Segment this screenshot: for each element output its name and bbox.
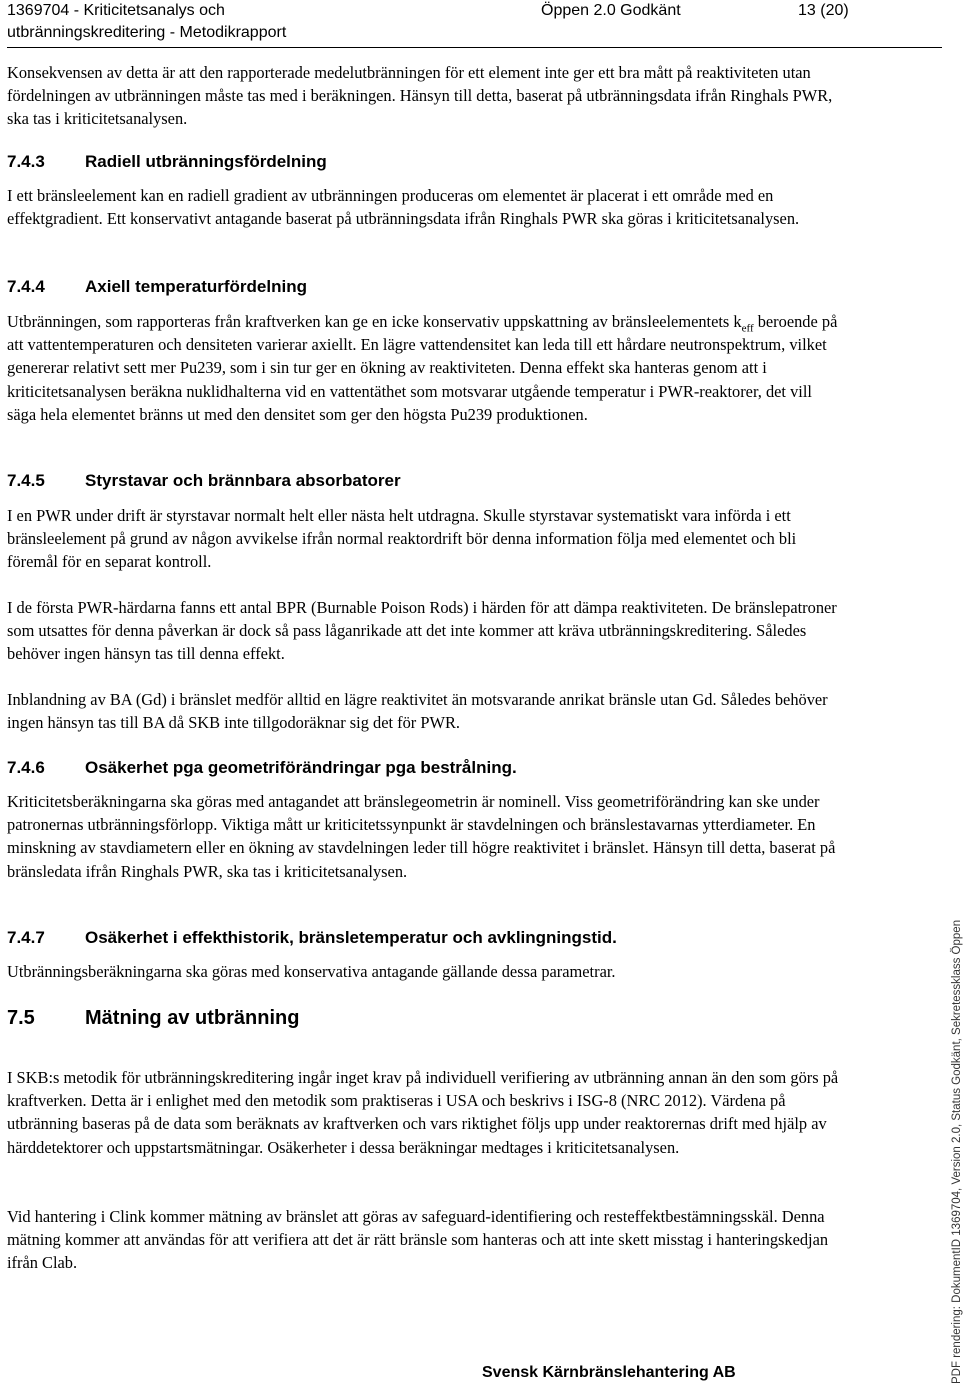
- heading-title: Mätning av utbränning: [85, 1007, 300, 1029]
- heading-7-4-6: [7, 757, 517, 779]
- footer-company: Svensk Kärnbränslehantering AB: [482, 1364, 736, 1381]
- heading-title: Axiell temperaturfördelning: [85, 277, 307, 296]
- intro-paragraph: Konsekvensen av detta är att den rapporterade medelutbränningen för ett element inte ger ett bra mått på reaktiviteten utan fördelningen av utbränningen måste tas med i beräkningen. Hänsyn till detta, baserat på utbränningsdata ifrån Ringhals PWR, ska tas i kriticitetsanalysen.: [7, 63, 833, 129]
- heading-title: Osäkerhet pga geometriförändringar pga bestrålning.: [85, 758, 517, 777]
- heading-7-4-5: [7, 470, 401, 492]
- heading-number: 7.5: [7, 1007, 35, 1029]
- heading-number: 7.4.7: [7, 928, 45, 947]
- document-title-line2: utbränningskreditering - Metodikrapport: [7, 24, 287, 41]
- heading-title: Styrstavar och brännbara absorbatorer: [85, 471, 401, 490]
- paragraph-7-4-5-c: Inblandning av BA (Gd) i bränslet medför alltid en lägre reaktivitet än motsvarande anrikat bränsle utan Gd. Således behöver ingen hänsyn tas till BA då SKB inte tillgodoräknar sig det för PWR.: [7, 690, 828, 733]
- paragraph-7-4-6: Kriticitetsberäkningarna ska göras med antagandet att bränslegeometrin är nominell. Viss geometriförändring kan ske under patronernas utbränningsförlopp. Viktiga mått ur kriticitetssynpunkt är stavdelningen och bränslestavarnas ytterdiameter. En minskning av stavdiametern eller en ökning av stavdelningen leder till högre reaktivitet i bränslet. Hänsyn till detta, baserat på bränsledata ifrån Ringhals PWR, ska tas i kriticitetsanalysen.: [7, 792, 836, 881]
- heading-number: 7.4.4: [7, 277, 45, 296]
- heading-7-4-4: [7, 276, 307, 298]
- heading-number: 7.4.6: [7, 758, 45, 777]
- heading-7-4-7: [7, 927, 617, 949]
- paragraph-7-5-a: I SKB:s metodik för utbränningskreditering ingår inget krav på individuell verifiering av utbränning annan än den som görs på kraftverken. Detta är i enlighet med den metodik som praktiseras i USA och beskrivs i ISG-8 (NRC 2012). Värdena på utbränning baseras på de data som beräknats av kraftverken och vars riktighet följs upp under reaktorernas drift med hjälp av härddetektorer och uppstartsmätningar. Osäkerheter i dessa beräkningar medtages i kriticitetsanalysen.: [7, 1068, 839, 1157]
- page-number: 13 (20): [798, 2, 849, 19]
- document-status: Öppen 2.0 Godkänt: [541, 2, 681, 19]
- document-title-line1: 1369704 - Kriticitetsanalys och: [7, 2, 225, 19]
- text-run: beroende på att vattentemperaturen och densiteten varierar axiellt. En lägre vattendensitet kan leda till ett hårdare neutronspektrum, vilket genererar relativt sett mer Pu239, som i sin tur ger en ökning av reaktiviteten. Denna effekt ska hanteras genom att i kriticitetsanalysen beräkna nuklidhalterna vid en vattentäthet som motsvarar utgående temperatur i PWR-reaktorer, det vill säga hela elementet bränns ut med den densitet som ger den högsta Pu239 produktionen.: [7, 312, 838, 424]
- paragraph-7-5-b: Vid hantering i Clink kommer mätning av bränslet att göras av safeguard-identifiering och resteffektbestämningsskäl. Denna mätning kommer att användas för att verifiera att det är rätt bränsle som hanteras och att inte skett misstag i hanteringskedjan ifrån Clab.: [7, 1207, 829, 1273]
- paragraph-7-4-3: I ett bränsleelement kan en radiell gradient av utbränningen produceras om elementet är placerat i ett område med en effektgradient. Ett konservativt antagande baserat på utbränningsdata ifrån Ringhals PWR ska göras i kriticitetsanalysen.: [7, 186, 800, 229]
- text-run: Utbränningen, som rapporteras från kraftverken kan ge en icke konservativ uppskattning av bränsleelementets k: [7, 312, 742, 331]
- heading-7-4-3: [7, 151, 327, 173]
- document-title: [7, 0, 286, 44]
- paragraph-7-4-4: [7, 310, 842, 426]
- heading-number: 7.4.3: [7, 152, 45, 171]
- heading-7-5: [7, 1004, 299, 1032]
- heading-title: Osäkerhet i effekthistorik, bränsletemperatur och avklingningstid.: [85, 928, 617, 947]
- pdf-rendering-note: PDF rendering: DokumentID 1369704, Version 2.0, Status Godkänt, Sekretessklass Öppen: [951, 919, 963, 1384]
- heading-number: 7.4.5: [7, 471, 45, 490]
- paragraph-7-4-7: Utbränningsberäkningarna ska göras med konservativa antagande gällande dessa parametrar.: [7, 962, 616, 981]
- header-divider: [7, 47, 942, 48]
- subscript: eff: [741, 322, 754, 335]
- paragraph-7-4-5-a: I en PWR under drift är styrstavar normalt helt eller nästa helt utdragna. Skulle styrstavar systematiskt vara införda i ett bränsleelement på grund av någon avvikelse ifrån normal reaktordrift bör denna information följa med elementet och bli föremål för en separat kontroll.: [7, 506, 797, 572]
- paragraph-7-4-5-b: I de första PWR-härdarna fanns ett antal BPR (Burnable Poison Rods) i härden för att dämpa reaktiviteten. De bränslepatroner som utsattes för denna påverkan är dock så pass låganrikade att det inte kommer att kräva utbränningskreditering. Således behöver ingen hänsyn tas till denna effekt.: [7, 598, 837, 664]
- heading-title: Radiell utbränningsfördelning: [85, 152, 327, 171]
